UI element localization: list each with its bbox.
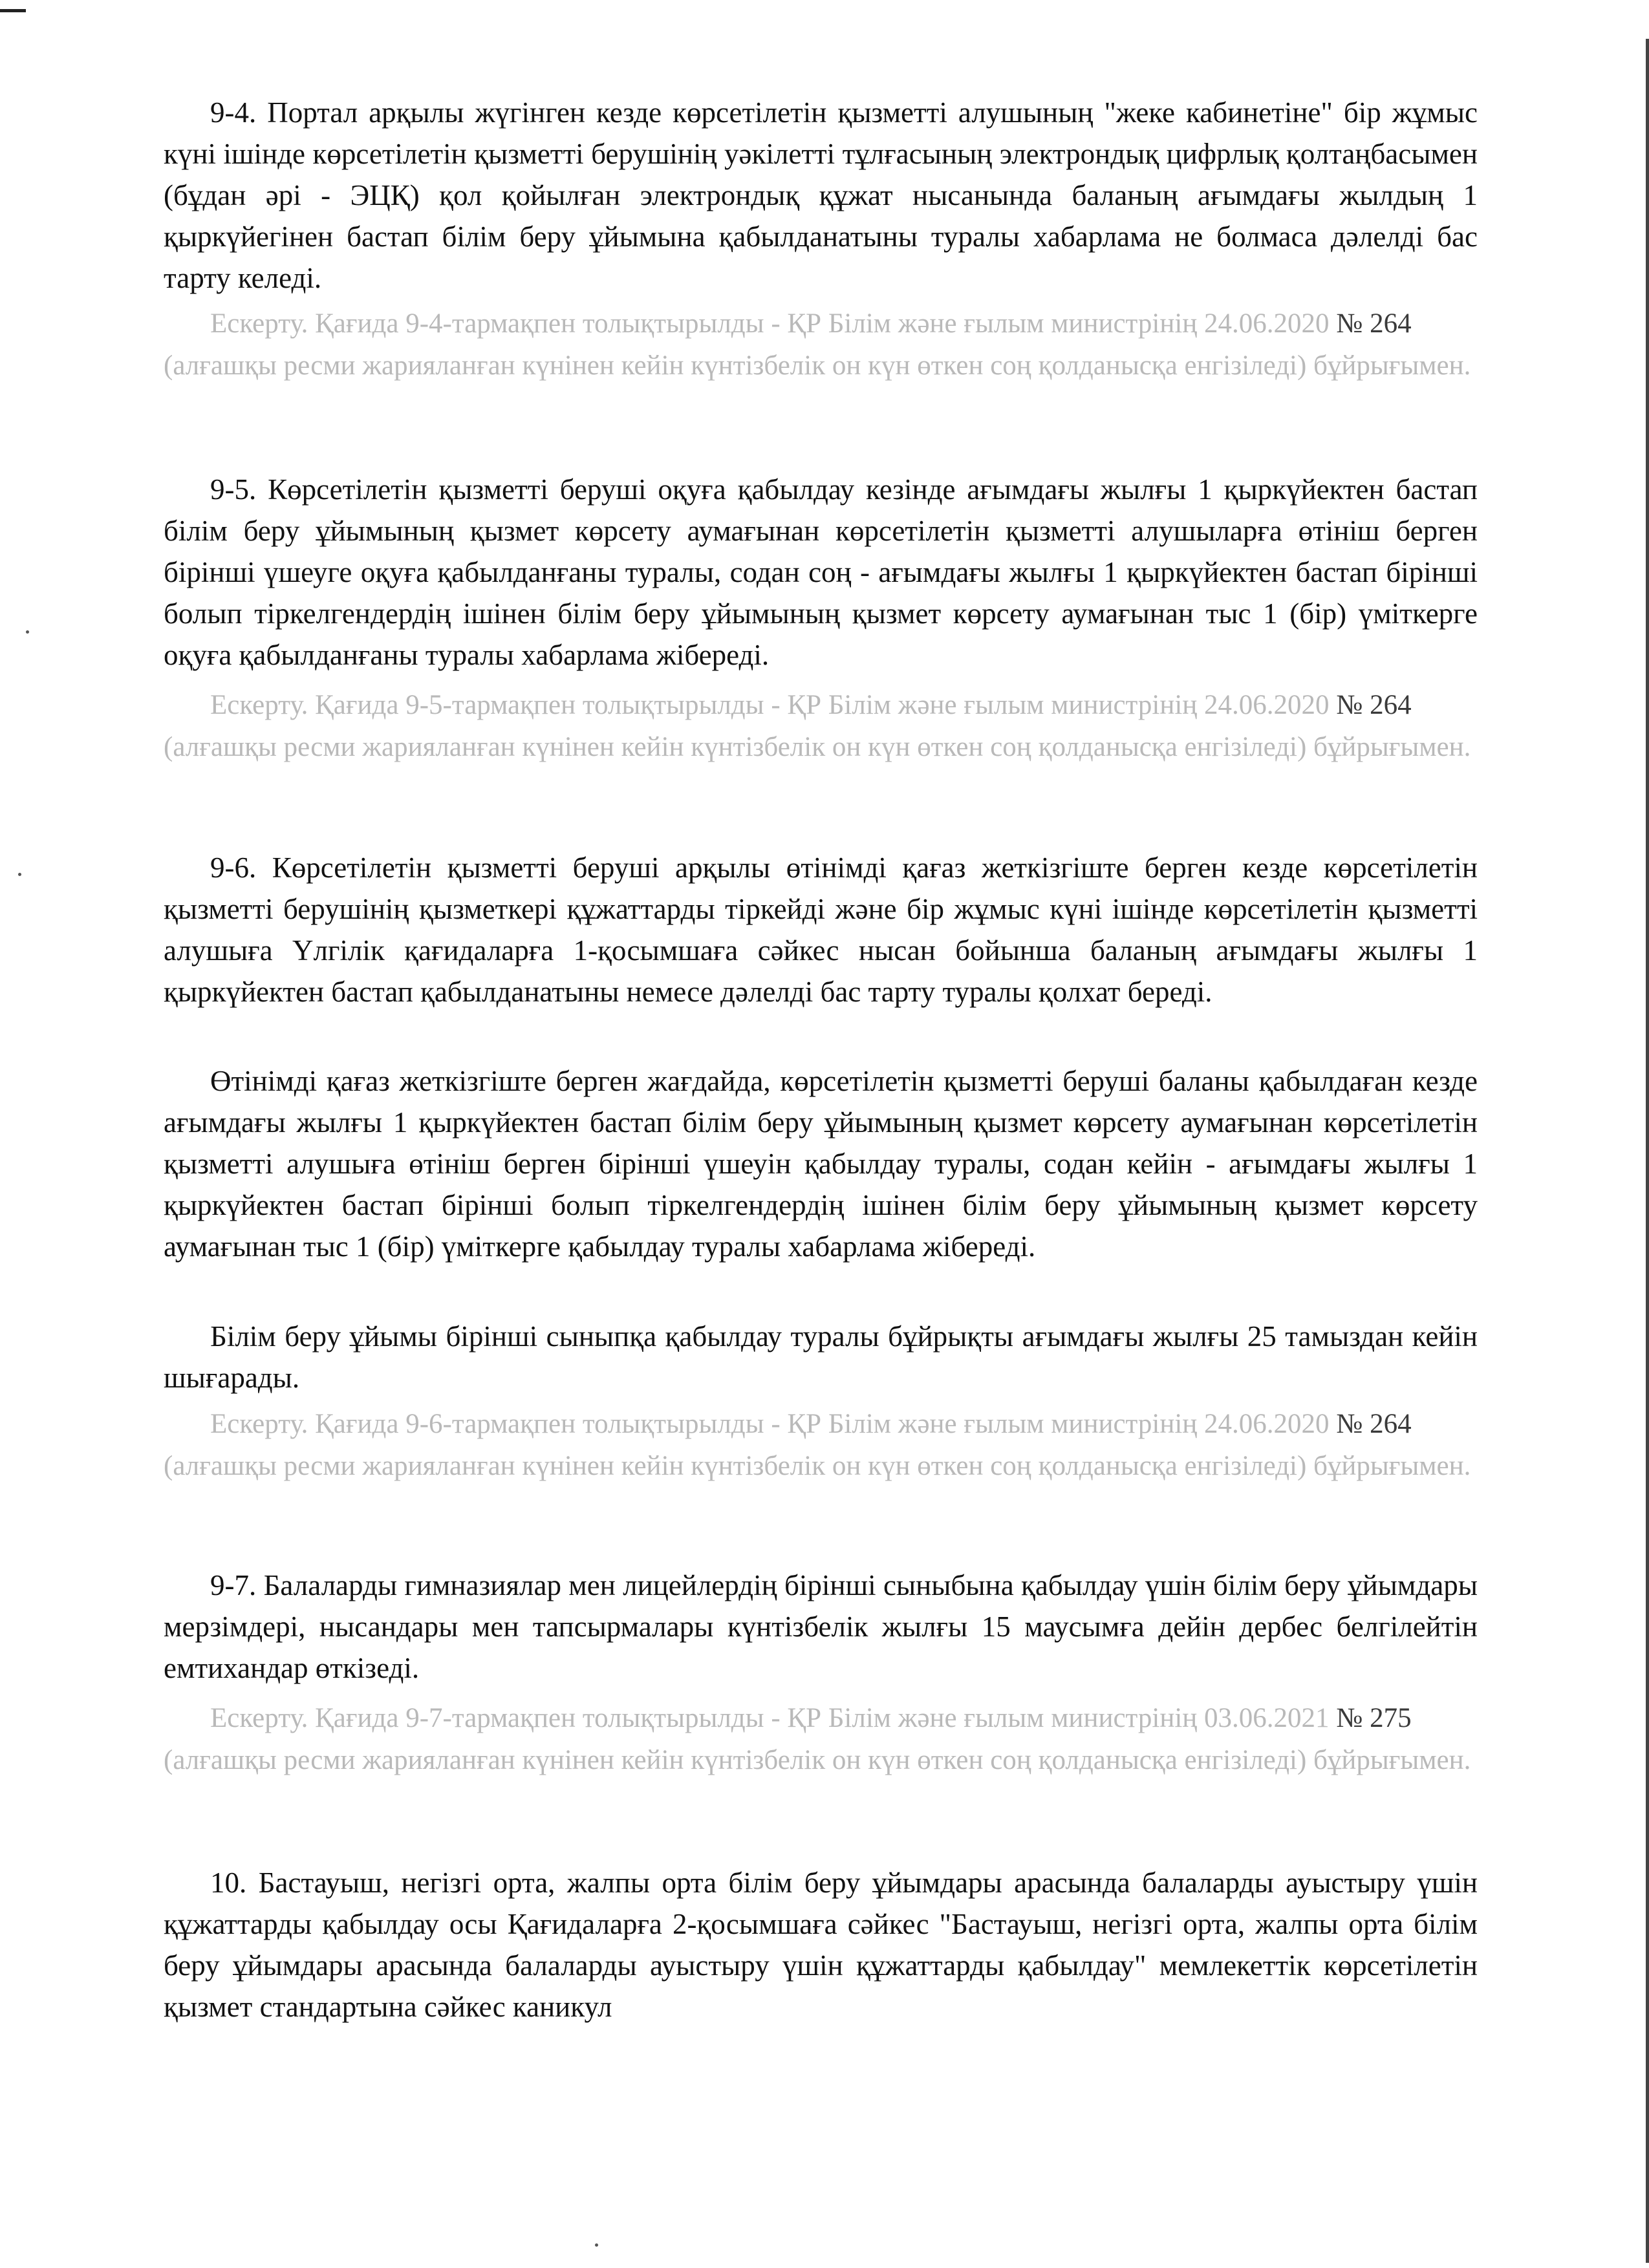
order-number-link[interactable]: № 264 — [1336, 690, 1412, 720]
note-text: Ескерту. Қағида 9-6-тармақпен толықтырылды - ҚР Білім және ғылым министрінің 24.06.2020 — [210, 1409, 1337, 1439]
scan-speck — [26, 630, 29, 634]
note-text: Ескерту. Қағида 9-5-тармақпен толықтырылды - ҚР Білім және ғылым министрінің 24.06.2020 — [210, 690, 1337, 720]
scan-speck — [595, 2243, 598, 2247]
paragraph-10: 10. Бастауыш, негізгі орта, жалпы орта білім беру ұйымдары арасында балаларды ауыстыру үшін құжаттарды қабылдау осы Қағидаларға 2-қосымшаға сәйкес "Бастауыш, негізгі орта, жалпы орта білім беру ұйымдары арасында балаларды ауыстыру үшін құжаттарды қабылдау" мемлекеттік көрсетілетін қызмет стандартына сәйкес каникул — [164, 1867, 1478, 2023]
note-text: (алғашқы ресми жарияланған күнінен кейін күнтізбелік он күн өткен соң қолданысқа енгізіледі) бұйрығымен. — [164, 732, 1471, 762]
order-number-link[interactable]: № 264 — [1336, 308, 1412, 339]
paragraph-9-6-second: Өтінімді қағаз жеткізгіште берген жағдайда, көрсетілетін қызметті беруші баланы қабылдаған кезде ағымдағы жылғы 1 қыркүйектен бастап білім беру ұйымының қызмет көрсету аумағынан көрсетілетін қызметті алушыға өтініш берген бірінші үшеуін қабылдау туралы, содан кейін - ағымдағы жылғы 1 қыркүйектен бастап бірінші болып тіркелгендердің ішінен білім беру ұйымының қызмет көрсету аумағынан тыс 1 (бір) үміткерге қабылдау туралы хабарлама жібереді. — [164, 1065, 1478, 1263]
note-9-5 — [164, 684, 1478, 768]
scan-corner-mark — [0, 9, 26, 12]
order-number-link[interactable]: № 275 — [1336, 1703, 1412, 1733]
order-number-link[interactable]: № 264 — [1336, 1409, 1412, 1439]
paragraph-9-6-third: Білім беру ұйымы бірінші сыныпқа қабылдау туралы бұйрықты ағымдағы жылғы 25 тамыздан кейін шығарады. — [164, 1320, 1478, 1394]
note-text: Ескерту. Қағида 9-4-тармақпен толықтырылды - ҚР Білім және ғылым министрінің 24.06.2020 — [210, 308, 1337, 339]
note-text: (алғашқы ресми жарияланған күнінен кейін күнтізбелік он күн өткен соң қолданысқа енгізіледі) бұйрығымен. — [164, 1451, 1471, 1481]
paragraph-9-4: 9-4. Портал арқылы жүгінген кезде көрсетілетін қызметті алушының "жеке кабинетіне" бір жұмыс күні ішінде көрсетілетін қызметті берушінің уәкілетті тұлғасының электрондық цифрлық қолтаңбасымен (бұдан әрі - ЭЦҚ) қол қойылған электрондық құжат нысанында баланың ағымдағы жылдың 1 қыркүйегінен бастап білім беру ұйымына қабылданатыны туралы хабарлама не болмаса дәлелді бас тарту келеді. — [164, 96, 1478, 294]
note-text: (алғашқы ресми жарияланған күнінен кейін күнтізбелік он күн өткен соң қолданысқа енгізіледі) бұйрығымен. — [164, 350, 1471, 381]
note-9-4 — [164, 303, 1478, 387]
scan-speck — [18, 873, 21, 876]
paragraph-9-5: 9-5. Көрсетілетін қызметті беруші оқуға қабылдау кезінде ағымдағы жылғы 1 қыркүйектен бастап білім беру ұйымының қызмет көрсету аумағынан көрсетілетін қызметті алушыларға өтініш берген бірінші үшеуге оқуға қабылданғаны туралы, содан соң - ағымдағы жылғы 1 қыркүйектен бастап бірінші болып тіркелгендердің ішінен білім беру ұйымының қызмет көрсету аумағынан тыс 1 (бір) үміткерге оқуға қабылданғаны туралы хабарлама жібереді. — [164, 473, 1478, 671]
paragraph-9-7: 9-7. Балаларды гимназиялар мен лицейлердің бірінші сыныбына қабылдау үшін білім беру ұйымдары мерзімдері, нысандары мен тапсырмалары күнтізбелік жылғы 15 маусымға дейін дербес белгілейтін емтихандар өткізеді. — [164, 1569, 1478, 1684]
note-9-6 — [164, 1403, 1478, 1487]
note-9-7 — [164, 1697, 1478, 1781]
note-text: Ескерту. Қағида 9-7-тармақпен толықтырылды - ҚР Білім және ғылым министрінің 03.06.2021 — [210, 1703, 1337, 1733]
paragraph-9-6: 9-6. Көрсетілетін қызметті беруші арқылы өтінімді қағаз жеткізгіште берген кезде көрсетілетін қызметті берушінің қызметкері құжаттарды тіркейді және бір жұмыс күні ішінде көрсетілетін қызметті алушыға Үлгілік қағидаларға 1-қосымшаға сәйкес нысан бойынша баланың ағымдағы жылғы 1 қыркүйектен бастап қабылданатыны немесе дәлелді бас тарту туралы қолхат береді. — [164, 851, 1478, 1008]
scan-right-edge — [1646, 39, 1649, 2263]
note-text: (алғашқы ресми жарияланған күнінен кейін күнтізбелік он күн өткен соң қолданысқа енгізіледі) бұйрығымен. — [164, 1745, 1471, 1775]
